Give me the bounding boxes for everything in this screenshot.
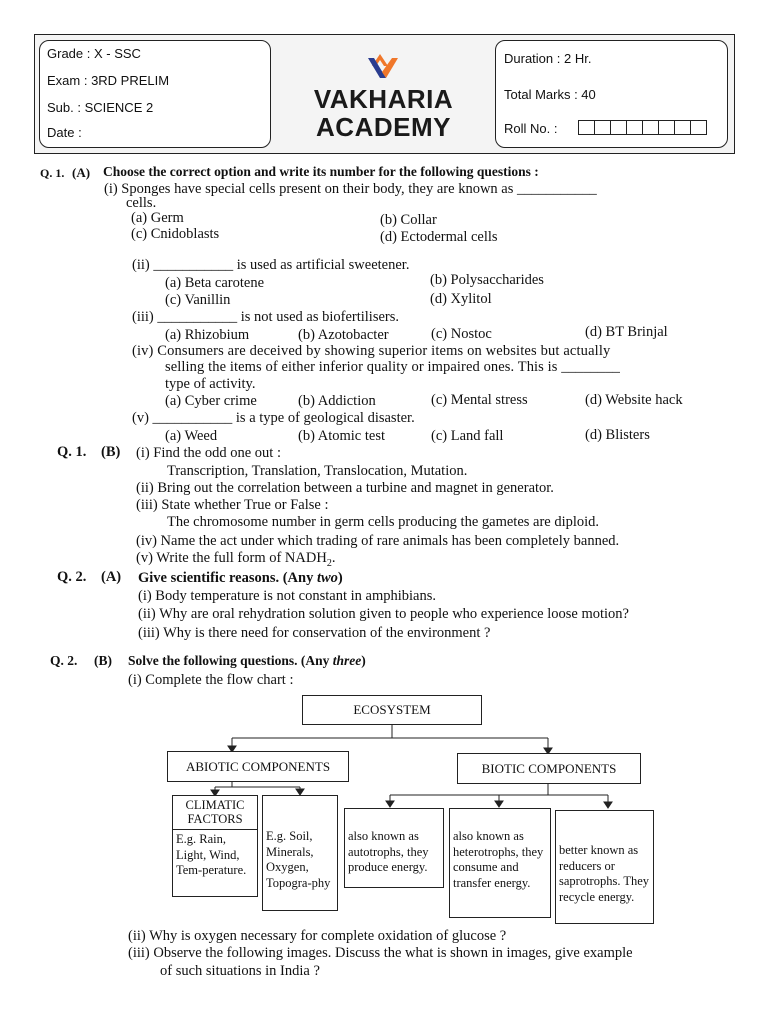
q1b-v-text: (v) Write the full form of NADH [136, 550, 327, 566]
subject-label: Sub. : SCIENCE 2 [47, 100, 154, 115]
brand-name-line1: VAKHARIA [313, 84, 454, 114]
q2a-iii: (iii) Why is there need for conservation of the environment ? [138, 625, 491, 641]
q2a-number: Q. 2. [57, 569, 87, 585]
date-label: Date : [47, 125, 82, 140]
q1a-i-option-b: (b) Collar [380, 212, 437, 228]
q1a-ii-option-d: (d) Xylitol [430, 291, 492, 307]
q1b-iv: (iv) Name the act under which trading of rare animals has been completely banned. [136, 533, 620, 549]
q2b-part: (B) [94, 653, 112, 668]
roll-cell[interactable] [690, 120, 707, 135]
roll-no-cells[interactable] [578, 120, 706, 134]
q1a-v-option-b: (b) Atomic test [298, 428, 385, 444]
q1b-number: Q. 1. [57, 444, 87, 460]
flowchart-root-ecosystem: ECOSYSTEM [302, 695, 482, 725]
q1a-iii-option-d: (d) BT Brinjal [585, 324, 668, 340]
q1a-iv-option-c: (c) Mental stress [431, 392, 528, 408]
roll-cell[interactable] [626, 120, 643, 135]
q1b-iii-stem: (iii) State whether True or False : [136, 497, 329, 513]
flowchart-decomposers: better known as reducers or saprotrophs. They recycle energy. [555, 810, 654, 924]
roll-cell[interactable] [658, 120, 675, 135]
q1a-iv-option-d: (d) Website hack [585, 392, 683, 408]
flowchart-producers: also known as autotrophs, they produce energy. [344, 808, 444, 888]
duration-label: Duration : 2 Hr. [504, 51, 592, 66]
q1a-iv-stem3: type of activity. [165, 376, 256, 392]
q1a-iv-stem2: selling the items of either inferior quality or impaired ones. This is ________ [165, 359, 621, 375]
q2a-heading-text: Give scientific reasons. (Any [138, 570, 317, 586]
flowchart-biotic: BIOTIC COMPONENTS [457, 753, 641, 784]
q1a-v-option-a: (a) Weed [165, 428, 218, 444]
grade-label: Grade : X - SSC [47, 46, 141, 61]
roll-no-label: Roll No. : [504, 121, 558, 136]
exam-label: Exam : 3RD PRELIM [47, 73, 170, 88]
q2a-heading [138, 571, 343, 586]
q1a-ii-option-b: (b) Polysaccharides [430, 272, 544, 288]
q1a-heading: Choose the correct option and write its number for the following questions : [103, 164, 539, 179]
q2a-part: (A) [101, 569, 122, 585]
q1a-v-option-d: (d) Blisters [585, 427, 650, 443]
q2b-iii: (iii) Observe the following images. Discuss the what is shown in images, give example [128, 945, 633, 961]
roll-cell[interactable] [594, 120, 611, 135]
q1a-i-stem: (i) Sponges have special cells present on their body, they are known as ___________ [104, 181, 597, 197]
q2a-i: (i) Body temperature is not constant in amphibians. [138, 588, 436, 604]
q1a-ii-stem: (ii) ___________ is used as artificial sweetener. [132, 257, 410, 273]
total-marks-label: Total Marks : 40 [504, 87, 596, 102]
q1a-iii-option-b: (b) Azotobacter [298, 327, 389, 343]
roll-cell[interactable] [674, 120, 691, 135]
q2b-heading [128, 654, 366, 668]
q2b-iii-line2: of such situations in India ? [160, 963, 320, 979]
q2b-number: Q. 2. [50, 653, 78, 668]
q2a-heading-italic: two [316, 570, 338, 586]
roll-cell[interactable] [610, 120, 627, 135]
q1a-iii-stem: (iii) ___________ is not used as biofertilisers. [132, 309, 400, 325]
q1a-number: Q. 1. [40, 166, 65, 180]
q1b-iii-statement: The chromosome number in germ cells producing the gametes are diploid. [167, 514, 600, 530]
q1a-part: (A) [72, 165, 91, 180]
q2b-i: (i) Complete the flow chart : [128, 672, 294, 688]
q1b-ii: (ii) Bring out the correlation between a turbine and magnet in generator. [136, 480, 554, 496]
q2a-ii: (ii) Why are oral rehydration solution given to people who experience loose motion? [138, 606, 629, 622]
flowchart-soil: E.g. Soil, Minerals, Oxygen, Topogra-phy [262, 795, 338, 911]
flowchart-abiotic: ABIOTIC COMPONENTS [167, 751, 349, 782]
q1a-v-stem: (v) ___________ is a type of geological disaster. [132, 410, 415, 426]
q2b-heading-end: ) [361, 653, 366, 668]
q1a-iii-option-a: (a) Rhizobium [165, 327, 250, 343]
q1b-i-items: Transcription, Translation, Translocation, Mutation. [167, 463, 468, 479]
flowchart-climatic-body: E.g. Rain, Light, Wind, Tem-perature. [172, 829, 258, 897]
q1a-iv-stem: (iv) Consumers are deceived by showing superior items on websites but actually [132, 343, 611, 359]
q1b-v-subscript: 2 [326, 557, 332, 569]
q1b-v-suffix: . [331, 550, 336, 566]
q2b-heading-italic: three [332, 653, 362, 668]
q1a-i-option-d: (d) Ectodermal cells [380, 229, 498, 245]
q1b-part: (B) [101, 444, 121, 460]
q1b-i-stem: (i) Find the odd one out : [136, 445, 281, 461]
q2b-ii: (ii) Why is oxygen necessary for complete oxidation of glucose ? [128, 928, 507, 944]
q1a-iv-option-b: (b) Addiction [298, 393, 376, 409]
q1a-iv-option-a: (a) Cyber crime [165, 393, 257, 409]
q1b-v [136, 551, 335, 569]
q1a-i-option-c: (c) Cnidoblasts [131, 226, 220, 242]
flowchart-climatic-title: CLIMATIC FACTORS [172, 795, 258, 830]
brand-name-line2: ACADEMY [316, 112, 451, 142]
q1a-v-option-c: (c) Land fall [431, 428, 504, 444]
q1a-ii-option-c: (c) Vanillin [165, 292, 231, 308]
q1a-i-option-a: (a) Germ [131, 210, 184, 226]
flowchart-consumers: also known as heterotrophs, they consume and transfer energy. [449, 808, 551, 918]
q2a-heading-end: ) [337, 570, 343, 586]
roll-cell[interactable] [578, 120, 595, 135]
q1a-i-stem2: cells. [126, 195, 157, 211]
roll-cell[interactable] [642, 120, 659, 135]
q2b-heading-text: Solve the following questions. (Any [128, 653, 333, 668]
q1a-iii-option-c: (c) Nostoc [431, 326, 492, 342]
q1a-ii-option-a: (a) Beta carotene [165, 275, 265, 291]
